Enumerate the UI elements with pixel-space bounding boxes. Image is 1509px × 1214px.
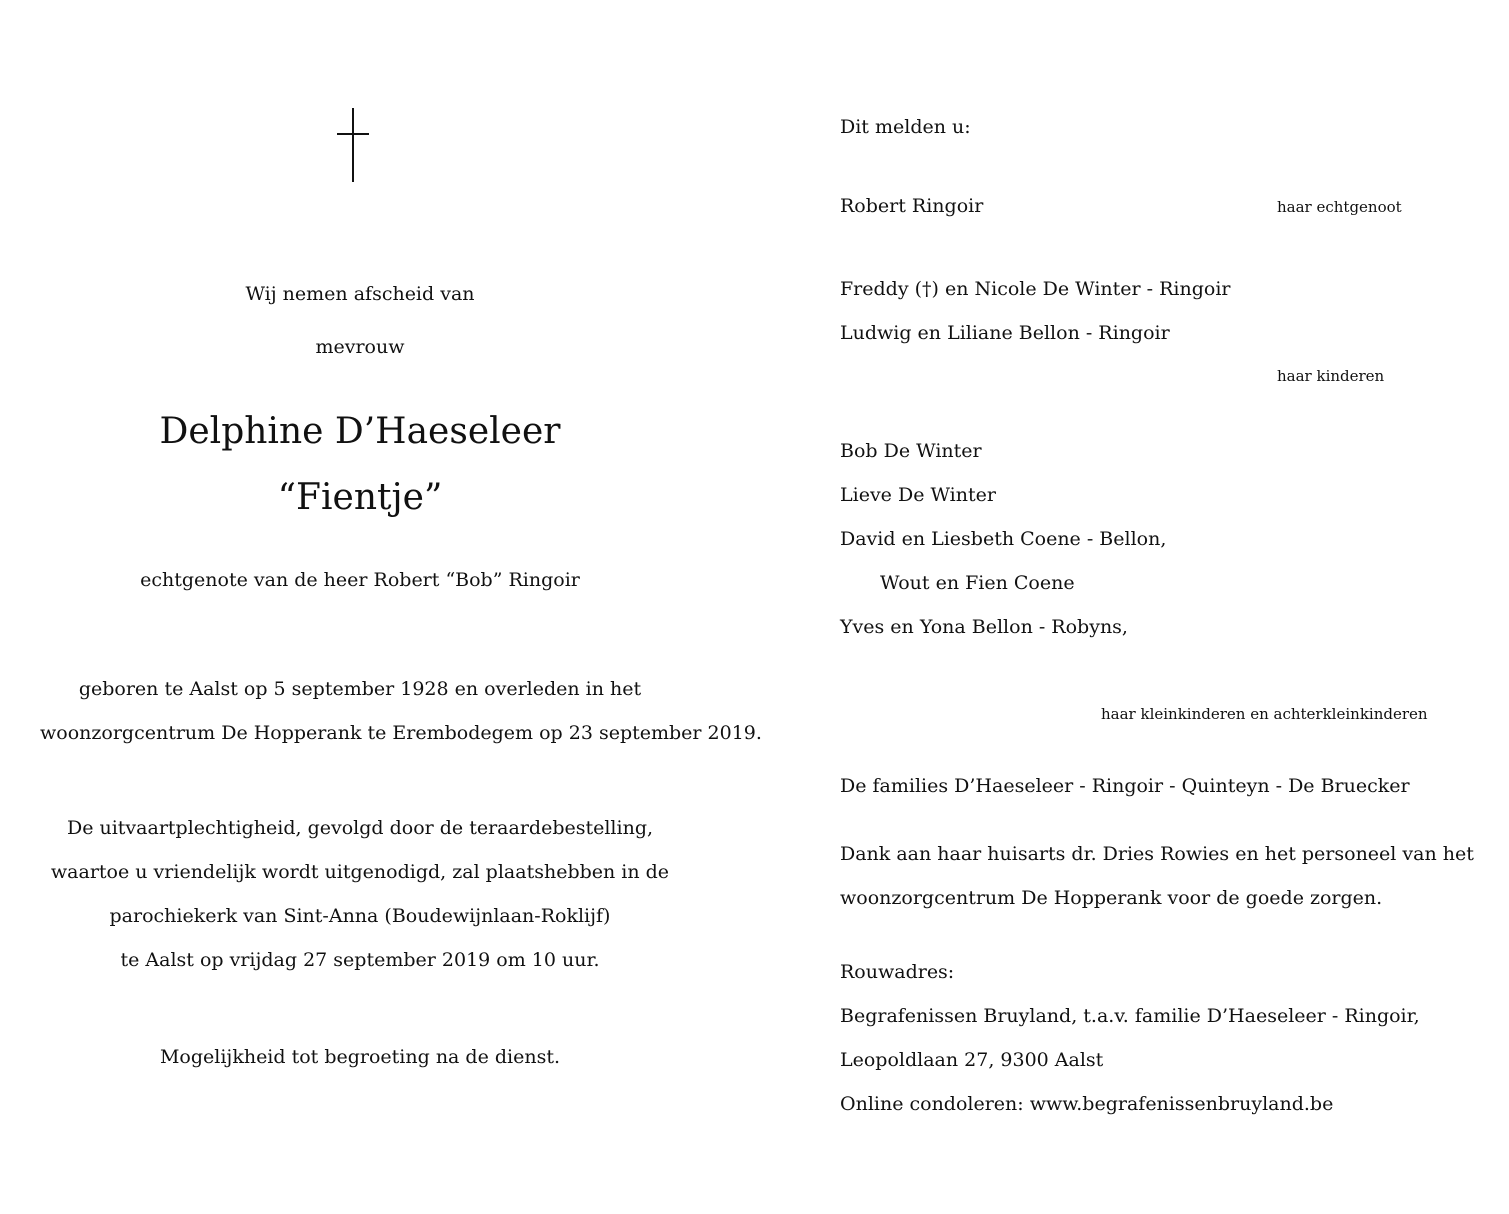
spouse-name: Robert Ringoir [840, 195, 984, 217]
grandchild-line-3: David en Liesbeth Coene - Bellon, [840, 528, 1167, 550]
greeting-line: Mogelijkheid tot begroeting na de dienst. [159, 1046, 561, 1068]
grandchildren-role: haar kleinkinderen en achterkleinkinderen [1101, 705, 1428, 723]
salutation: mevrouw [315, 336, 405, 358]
announce-header: Dit melden u: [840, 116, 971, 138]
children-role: haar kinderen [1277, 367, 1385, 385]
intro-text: Wij nemen afscheid van [245, 283, 475, 305]
spouse-line: echtgenote van de heer Robert “Bob” Ringoir [140, 569, 580, 591]
address-label: Rouwadres: [840, 961, 955, 983]
children-line-2: Ludwig en Liliane Bellon - Ringoir [840, 322, 1170, 344]
online-condolence-line: Online condoleren: www.begrafenissenbruyland.be [840, 1093, 1334, 1115]
grandchild-line-2: Lieve De Winter [840, 484, 996, 506]
cross-icon [337, 108, 369, 182]
birth-line-2: woonzorgcentrum De Hopperank te Erembodegem op 23 september 2019. [40, 722, 762, 744]
thanks-line-2: woonzorgcentrum De Hopperank voor de goede zorgen. [840, 887, 1383, 909]
address-line-2: Leopoldlaan 27, 9300 Aalst [840, 1049, 1104, 1071]
funeral-line-4: te Aalst op vrijdag 27 september 2019 om 10 uur. [120, 949, 600, 971]
deceased-nickname: “Fientje” [277, 477, 443, 518]
birth-line-1: geboren te Aalst op 5 september 1928 en overleden in het [78, 678, 642, 700]
spouse-role: haar echtgenoot [1277, 198, 1402, 216]
grandchild-line-1: Bob De Winter [840, 440, 982, 462]
funeral-line-3: parochiekerk van Sint-Anna (Boudewijnlaan-Roklijf) [109, 905, 611, 927]
deceased-name: Delphine D’Haeseleer [159, 411, 561, 452]
thanks-line-1: Dank aan haar huisarts dr. Dries Rowies en het personeel van het [840, 843, 1474, 865]
children-line-1: Freddy (†) en Nicole De Winter - Ringoir [840, 278, 1231, 300]
funeral-line-2: waartoe u vriendelijk wordt uitgenodigd, zal plaatshebben in de [50, 861, 670, 883]
families-line: De families D’Haeseleer - Ringoir - Quinteyn - De Bruecker [840, 775, 1410, 797]
grandchild-line-5: Yves en Yona Bellon - Robyns, [840, 616, 1128, 638]
grandchild-line-4: Wout en Fien Coene [880, 572, 1075, 594]
funeral-line-1: De uitvaartplechtigheid, gevolgd door de teraardebestelling, [66, 817, 654, 839]
address-line-1: Begrafenissen Bruyland, t.a.v. familie D’Haeseleer - Ringoir, [840, 1005, 1420, 1027]
